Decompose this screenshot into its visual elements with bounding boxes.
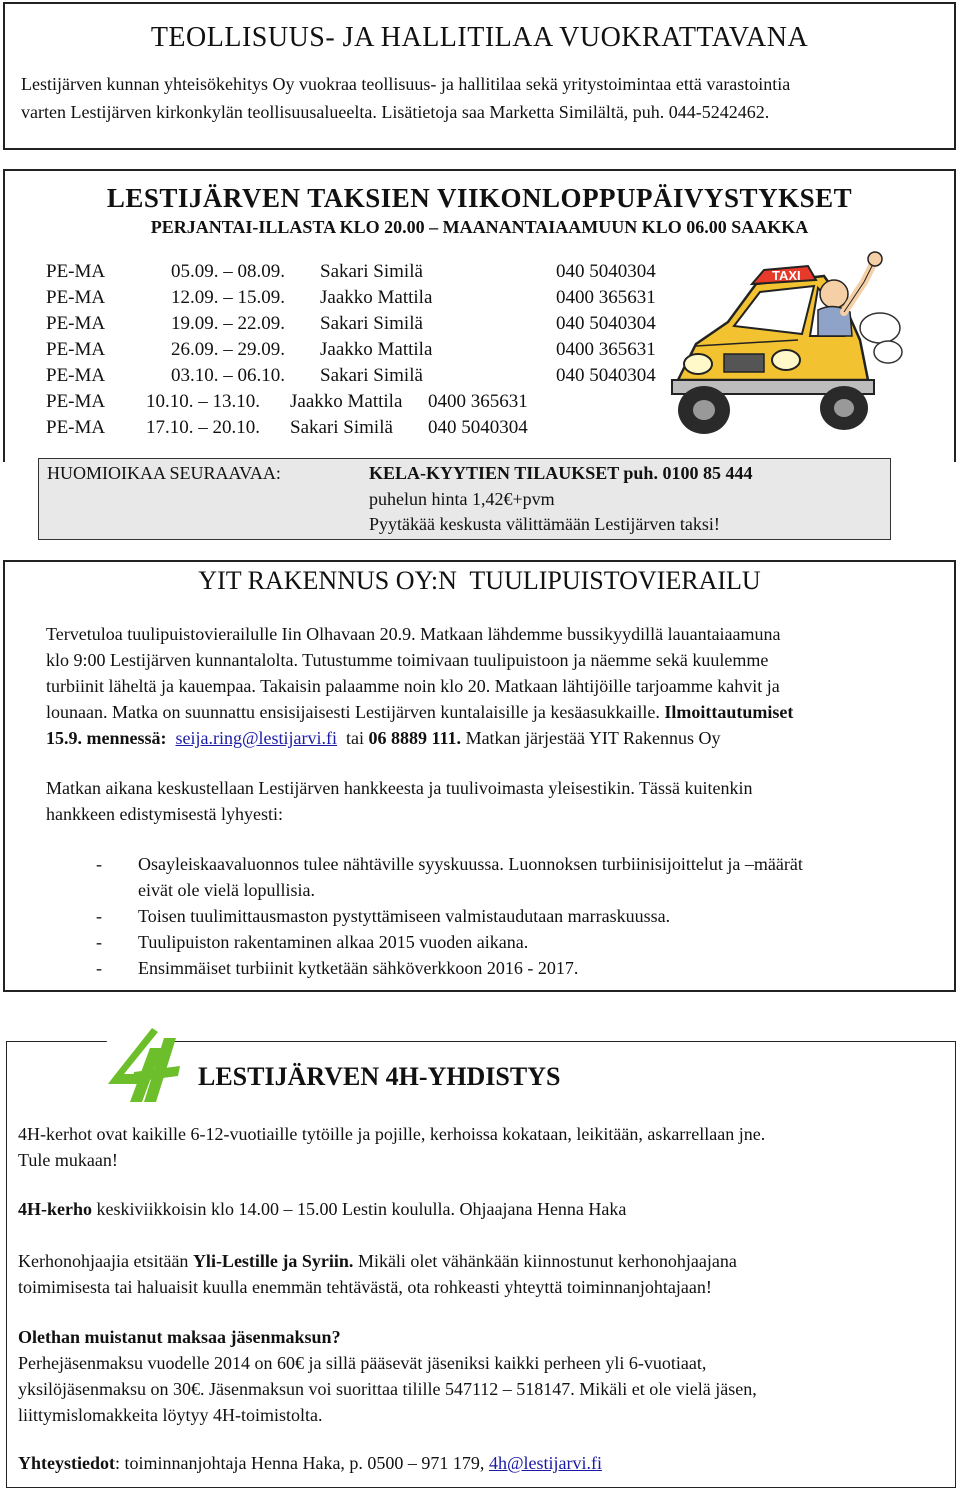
taxi-car-illustration bbox=[668, 248, 908, 438]
yit-p2-line: Matkan aikana keskustellaan Lestijärven hankkeesta ja tuulivoimasta yleisestikin. Tässä kuitenkin bbox=[46, 778, 753, 798]
industrial-line-2: varten Lestijärven kirkonkylän teollisuusalueelta. Lisätietoja saa Marketta Similältä, puh. 044-5242462. bbox=[21, 102, 770, 122]
fourh-paragraph-2 bbox=[18, 1196, 626, 1222]
fourh-contact-label: Yhteystiedot bbox=[18, 1453, 115, 1473]
taxi-day: PE-MA bbox=[46, 339, 106, 360]
fourh-paragraph-1 bbox=[18, 1121, 765, 1173]
bullet-dash: - bbox=[96, 958, 102, 978]
bullet-item: Ensimmäiset turbiinit kytketään sähköverkkoon 2016 - 2017. bbox=[138, 958, 579, 978]
bullet-dash: - bbox=[96, 906, 102, 926]
fourh-contact bbox=[18, 1450, 602, 1476]
yit-deadline: 15.9. mennessä: bbox=[46, 728, 167, 748]
bullet-dash: - bbox=[96, 854, 102, 874]
fourh-fee-line: yksilöjäsenmaksu on 30€. Jäsenmaksun voi suorittaa tilille 547112 – 518147. Mikäli et ole vielä jäsen, bbox=[18, 1379, 757, 1399]
taxi-phone: 040 5040304 bbox=[556, 365, 656, 386]
taxi-day: PE-MA bbox=[46, 313, 106, 334]
taxi-dates: 03.10. – 06.10. bbox=[171, 365, 285, 386]
fourh-p1-line: Tule mukaan! bbox=[18, 1150, 118, 1170]
taxi-phone: 0400 365631 bbox=[556, 339, 656, 360]
yit-p1-line: klo 9:00 Lestijärven kunnantalolta. Tutustumme toimivaan tuulipuistoon ja näemme sekä kuulemme bbox=[46, 650, 769, 670]
taxi-driver: Sakari Similä bbox=[290, 417, 393, 438]
taxi-driver: Jaakko Mattila bbox=[290, 391, 403, 412]
taxi-phone: 040 5040304 bbox=[556, 313, 656, 334]
taxi-dates: 19.09. – 22.09. bbox=[171, 313, 285, 334]
taxi-driver: Sakari Similä bbox=[320, 313, 423, 334]
taxi-driver: Sakari Similä bbox=[320, 261, 423, 282]
taxi-dates: 05.09. – 08.09. bbox=[171, 261, 285, 282]
yit-p1-text: lounaan. Matka on suunnattu ensisijaisesti Lestijärven kuntalaisille ja kesäasukkaille. bbox=[46, 702, 665, 722]
yit-paragraph-1 bbox=[46, 621, 793, 751]
industrial-line-1: Lestijärven kunnan yhteisökehitys Oy vuokraa teollisuus- ja hallitilaa sekä yritystoimintaa että varastointia bbox=[21, 74, 791, 94]
taxi-dates: 12.09. – 15.09. bbox=[171, 287, 285, 308]
industrial-section bbox=[3, 2, 956, 150]
fourh-p3-line: toimimisesta tai haluaisit kuulla enemmän tehtävästä, ota rohkeasti yhteyttä toiminnanjohtajaan! bbox=[18, 1277, 712, 1297]
taxi-phone: 040 5040304 bbox=[556, 261, 656, 282]
bullet-item-continued: eivät ole vielä lopullisia. bbox=[138, 880, 315, 900]
taxi-phone: 0400 365631 bbox=[428, 391, 528, 412]
taxi-phone: 0400 365631 bbox=[556, 287, 656, 308]
taxi-title: LESTIJÄRVEN TAKSIEN VIIKONLOPPUPÄIVYSTYKSET bbox=[106, 183, 853, 213]
fourh-club-label: 4H-kerho bbox=[18, 1199, 92, 1219]
fourh-paragraph-3 bbox=[18, 1248, 737, 1300]
yit-email-link[interactable]: seija.ring@lestijarvi.fi bbox=[175, 728, 338, 748]
fourh-p3-text: Mikäli olet vähänkään kiinnostunut kerhonohjaajana bbox=[353, 1251, 737, 1271]
yit-p1-line: turbiinit läheltä ja kauempaa. Takaisin palaamme noin klo 20. Matkaan lähtijöille tarjoamme kahvit ja bbox=[46, 676, 780, 696]
fourh-logo-text: 4H bbox=[94, 1018, 96, 1019]
taxi-subtitle: PERJANTAI-ILLASTA KLO 20.00 – MAANANTAIAAMUUN KLO 06.00 SAAKKA bbox=[150, 217, 809, 237]
taxi-day: PE-MA bbox=[46, 365, 106, 386]
taxi-day: PE-MA bbox=[46, 287, 106, 308]
yit-organizer: Matkan järjestää YIT Rakennus Oy bbox=[465, 728, 721, 748]
notice-label: HUOMIOIKAA SEURAAVAA: bbox=[47, 463, 281, 483]
fourh-p3-text: Kerhonohjaajia etsitään bbox=[18, 1251, 193, 1271]
bullet-item: Toisen tuulimittausmaston pystyttämiseen valmistaudutaan marraskuussa. bbox=[138, 906, 671, 926]
fourh-email-link[interactable]: 4h@lestijarvi.fi bbox=[488, 1453, 602, 1473]
yit-registration-label: Ilmoittautumiset bbox=[664, 702, 794, 722]
yit-p1-line: Tervetuloa tuulipuistovierailulle Iin Olhavaan 20.9. Matkaan lähdemme bussikyydillä lauantaiaamuna bbox=[46, 624, 781, 644]
notice-kela-line: KELA-KYYTIEN TILAUKSET puh. 0100 85 444 bbox=[369, 463, 753, 483]
fourh-logo bbox=[94, 1018, 186, 1110]
fourh-p1-line: 4H-kerhot ovat kaikille 6-12-vuotiaille tytöille ja pojille, kerhoissa kokataan, leikitään, askarrellaan jne. bbox=[18, 1124, 766, 1144]
taxi-driver: Jaakko Mattila bbox=[320, 339, 433, 360]
taxi-day: PE-MA bbox=[46, 417, 106, 438]
fourh-contact-text: : toiminnanjohtaja Henna Haka, p. 0500 – 971 179, bbox=[115, 1453, 489, 1473]
fourh-fee-line: liittymislomakkeita löytyy 4H-toimistolta. bbox=[18, 1405, 323, 1425]
yit-phone: 06 8889 111. bbox=[368, 728, 462, 748]
taxi-day: PE-MA bbox=[46, 261, 106, 282]
fourh-fee-line: Perhejäsenmaksu vuodelle 2014 on 60€ ja sillä pääsevät jäseniksi kaikki perheen yli 6-vuotiaat, bbox=[18, 1353, 707, 1373]
taxi-driver: Jaakko Mattila bbox=[320, 287, 433, 308]
fourh-p3-places: Yli-Lestille ja Syriin. bbox=[192, 1251, 354, 1271]
yit-title: YIT RAKENNUS OY:N TUULIPUISTOVIERAILU bbox=[198, 566, 761, 595]
taxi-dates: 10.10. – 13.10. bbox=[146, 391, 260, 412]
taxi-driver: Sakari Similä bbox=[320, 365, 423, 386]
taxi-notice-box bbox=[38, 458, 891, 540]
bullet-item: Osayleiskaavaluonnos tulee nähtäville syyskuussa. Luonnoksen turbiinisijoittelut ja –määrät bbox=[138, 854, 803, 874]
bullet-item: Tuulipuiston rakentaminen alkaa 2015 vuoden aikana. bbox=[138, 932, 529, 952]
yit-or: tai bbox=[346, 728, 365, 748]
fourh-paragraph-4 bbox=[18, 1324, 757, 1428]
taxi-sign-label: TAXI bbox=[772, 268, 801, 283]
yit-paragraph-2 bbox=[46, 775, 752, 827]
fourh-title: LESTIJÄRVEN 4H-YHDISTYS bbox=[198, 1062, 561, 1091]
taxi-phone: 040 5040304 bbox=[428, 417, 528, 438]
bullet-dash: - bbox=[96, 932, 102, 952]
industrial-title: TEOLLISUUS- JA HALLITILAA VUOKRATTAVANA bbox=[150, 22, 809, 53]
taxi-dates: 26.09. – 29.09. bbox=[171, 339, 285, 360]
taxi-dates: 17.10. – 20.10. bbox=[146, 417, 260, 438]
taxi-day: PE-MA bbox=[46, 391, 106, 412]
fourh-fee-heading: Olethan muistanut maksaa jäsenmaksun? bbox=[18, 1327, 341, 1347]
notice-price-line: puhelun hinta 1,42€+pvm bbox=[369, 489, 555, 509]
fourh-club-time: keskiviikkoisin klo 14.00 – 15.00 Lestin koululla. Ohjaajana Henna Haka bbox=[92, 1199, 627, 1219]
notice-request-line: Pyytäkää keskusta välittämään Lestijärven taksi! bbox=[369, 514, 720, 534]
yit-p2-line: hankkeen edistymisestä lyhyesti: bbox=[46, 804, 283, 824]
yit-bullet-list bbox=[46, 851, 946, 991]
